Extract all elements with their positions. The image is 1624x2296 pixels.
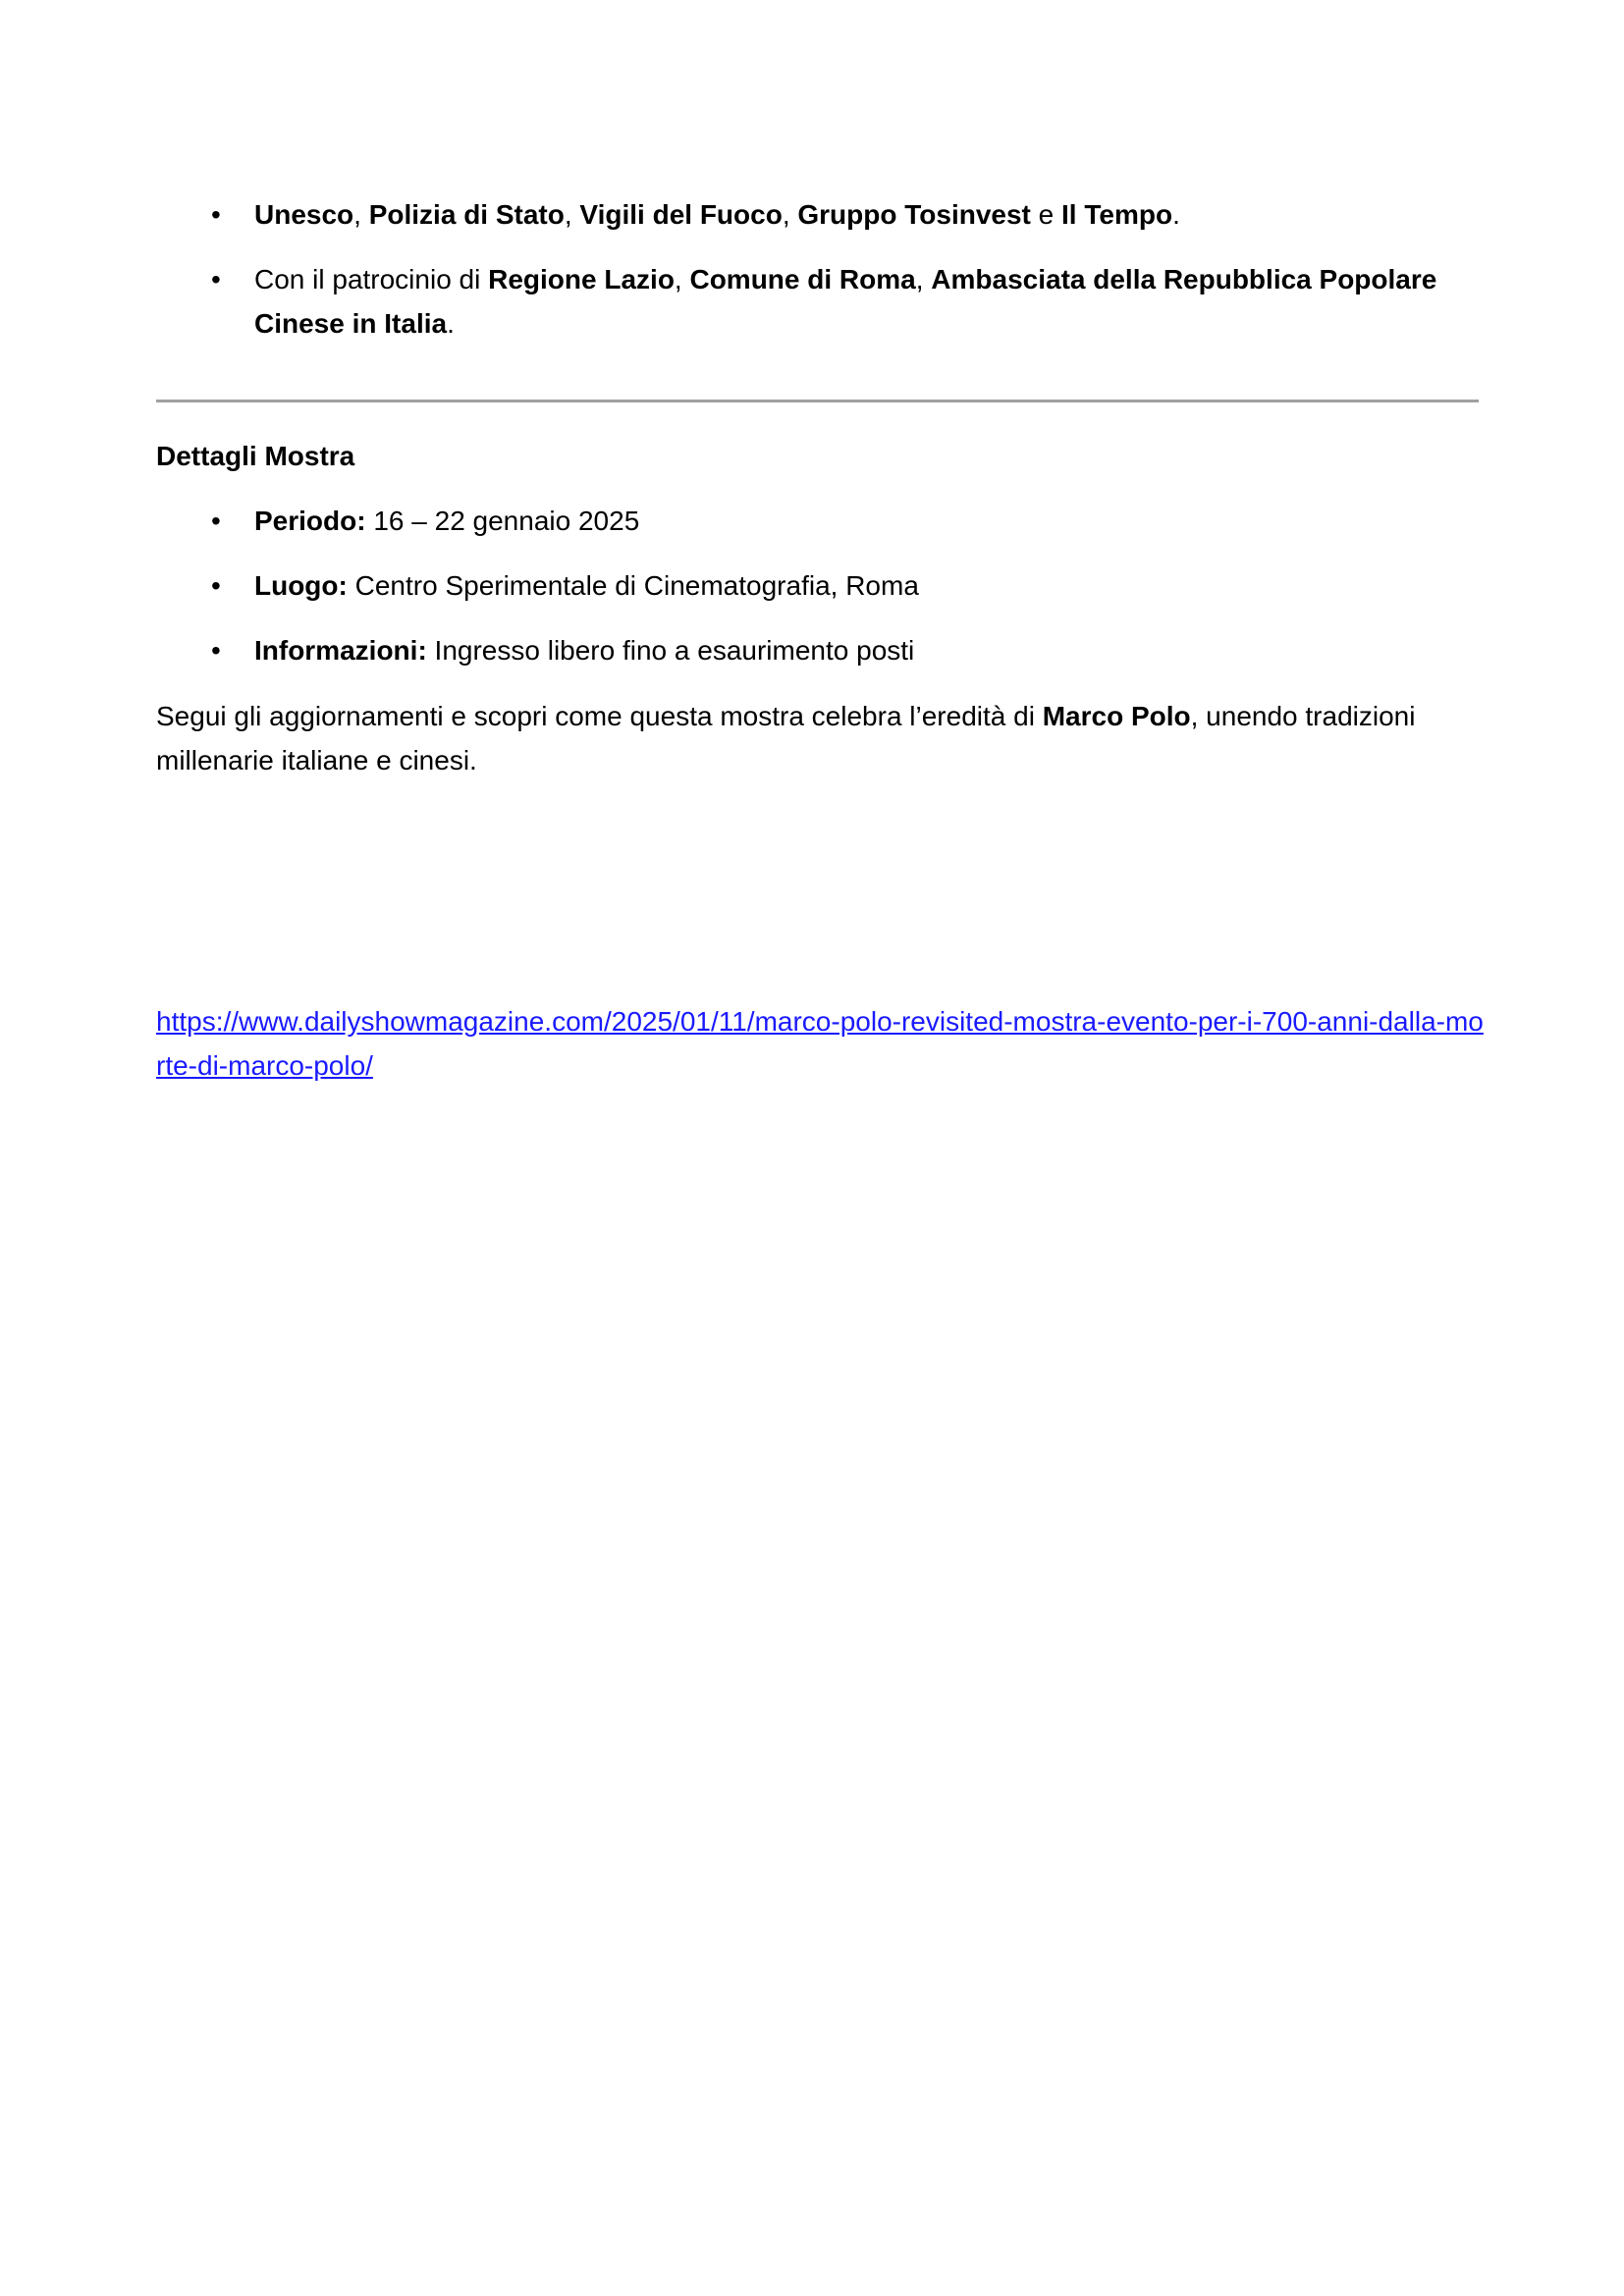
text-end: . xyxy=(447,308,455,339)
text-separator: , xyxy=(915,264,932,294)
luogo-value: Centro Sperimentale di Cinematografia, Roma xyxy=(347,570,919,601)
patronage-intro: Con il patrocinio di xyxy=(254,264,489,294)
text-end: . xyxy=(1172,199,1180,230)
patron-ambasciata: Ambasciata della Repubblica Popolare Cinese in Italia xyxy=(254,264,1437,339)
patron-regione: Regione Lazio xyxy=(488,264,675,294)
sponsor-vigili: Vigili del Fuoco xyxy=(579,199,783,230)
details-list xyxy=(156,499,1491,693)
text-separator: , xyxy=(782,199,798,230)
bullet-dot-icon: • xyxy=(211,264,221,294)
list-item xyxy=(156,192,1491,237)
periodo-value: 16 – 22 gennaio 2025 xyxy=(365,506,640,536)
periodo-label: Periodo: xyxy=(254,506,366,536)
luogo-label: Luogo: xyxy=(254,570,348,601)
list-item xyxy=(156,499,1491,543)
bullet-dot-icon: • xyxy=(211,570,221,601)
closing-marco-polo: Marco Polo xyxy=(1042,701,1191,731)
text-separator: , xyxy=(353,199,369,230)
closing-text-after: , unendo tradizioni millenarie italiane e cinesi. xyxy=(156,701,1416,775)
sponsor-unesco: Unesco xyxy=(254,199,354,230)
sponsor-polizia: Polizia di Stato xyxy=(368,199,565,230)
sponsor-list xyxy=(156,192,1491,366)
bullet-dot-icon: • xyxy=(211,635,221,666)
list-item xyxy=(156,257,1491,346)
list-item xyxy=(156,628,1491,672)
bullet-dot-icon: • xyxy=(211,506,221,536)
bullet-dot-icon: • xyxy=(211,199,221,230)
horizontal-divider xyxy=(156,400,1479,402)
patron-comune: Comune di Roma xyxy=(689,264,916,294)
source-link[interactable]: https://www.dailyshowmagazine.com/2025/01/11/marco-polo-revisited-mostra-evento-per-i-700-anni-dalla-morte-di-marco-polo/ xyxy=(156,1006,1484,1081)
sponsor-tempo: Il Tempo xyxy=(1061,199,1173,230)
list-item xyxy=(156,563,1491,608)
text-separator: e xyxy=(1030,199,1062,230)
closing-paragraph xyxy=(156,694,1491,782)
sponsor-gruppo: Gruppo Tosinvest xyxy=(797,199,1031,230)
text-separator: , xyxy=(564,199,580,230)
info-label: Informazioni: xyxy=(254,635,427,666)
text-separator: , xyxy=(674,264,690,294)
closing-text-before: Segui gli aggiornamenti e scopri come questa mostra celebra l’eredità di xyxy=(156,701,1043,731)
info-value: Ingresso libero fino a esaurimento posti xyxy=(426,635,915,666)
section-heading: Dettagli Mostra xyxy=(156,441,355,471)
